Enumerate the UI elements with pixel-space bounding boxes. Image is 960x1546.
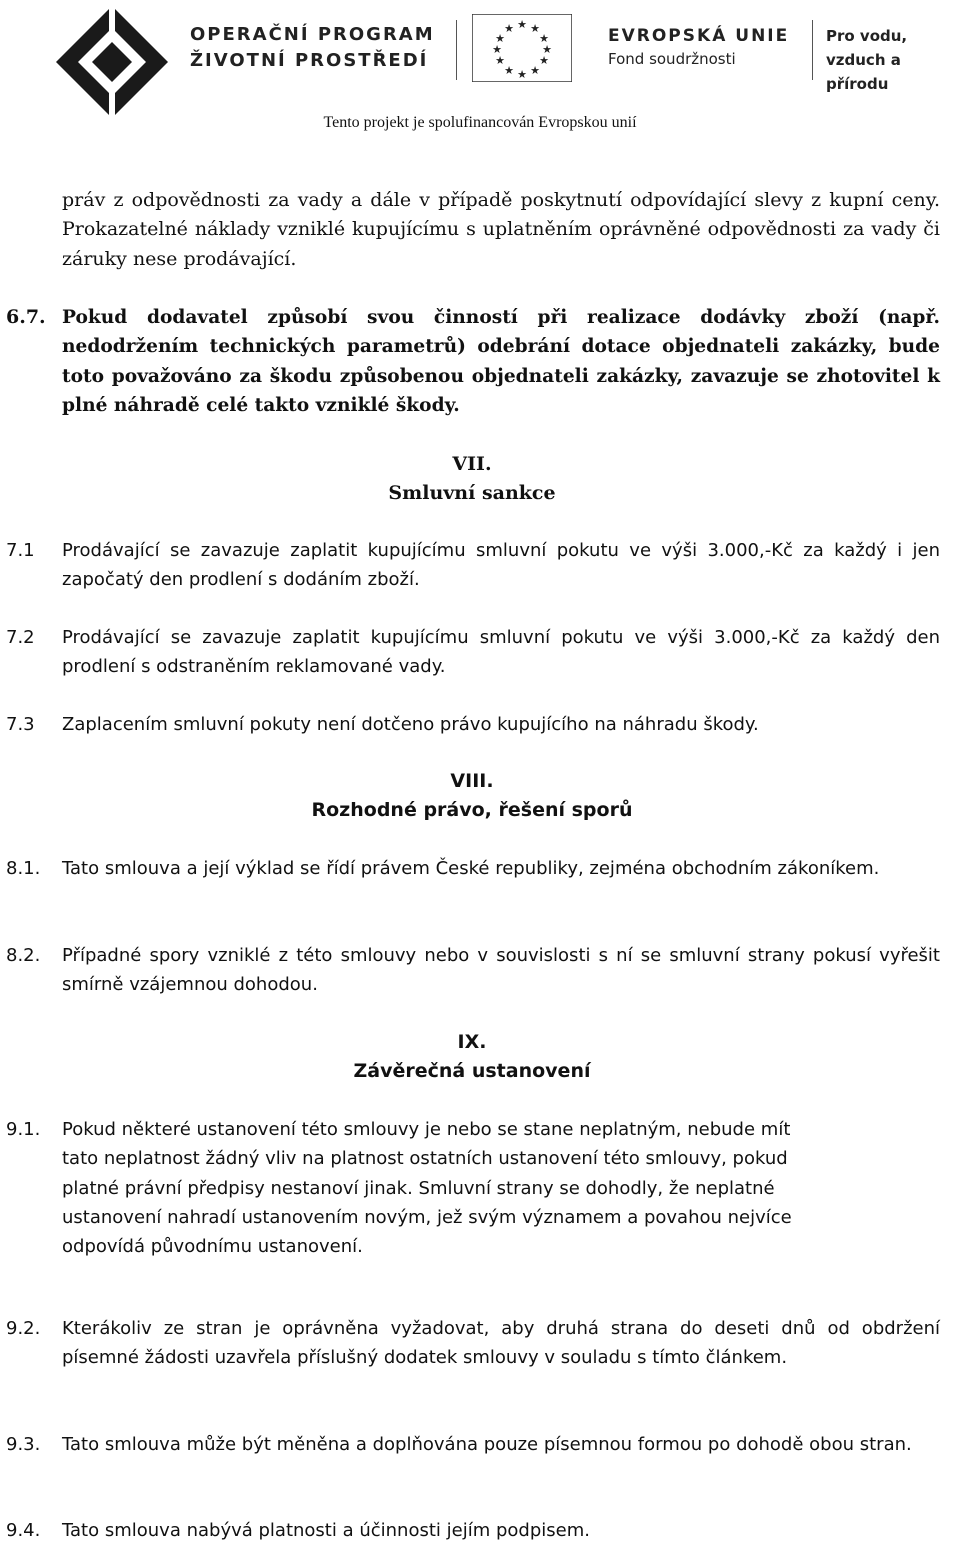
continuation-paragraph: práv z odpovědnosti za vady a dále v případě poskytnutí odpovídající slevy z kupní ceny. Prokazatelné náklady vzniklé kupujícímu s uplatněním oprávněné odpovědnosti za vady či záruky nese prodávající. xyxy=(62,189,940,270)
clause-number: 9.1. xyxy=(6,1119,41,1140)
clause-9-4: Tato smlouva nabývá platnosti a účinnosti jejím podpisem. xyxy=(62,1520,590,1541)
svg-text:★: ★ xyxy=(495,54,505,67)
clause-6-7: Pokud dodavatel způsobí svou činností při realizace dodávky zboží (např. nedodržením technických parametrů) odebrání dotace objednateli zakázky, bude toto považováno za škodu způsobenou objednateli zakázky, zavazuje se zhotovitel k plné náhradě celé takto vzniklé škody. xyxy=(62,307,940,416)
clause-7-1: Prodávající se zavazuje zaplatit kupujícímu smluvní pokutu ve výši 3.000,-Kč za každý i jen započatý den prodlení s dodáním zboží. xyxy=(62,540,940,591)
svg-text:★: ★ xyxy=(517,68,527,81)
clause-8-2: Případné spory vzniklé z této smlouvy nebo v souvislosti s ní se smluvní strany pokusí vyřešit smírně vzájemnou dohodou. xyxy=(62,945,940,996)
eu-title: EVROPSKÁ UNIE xyxy=(608,26,790,46)
svg-text:★: ★ xyxy=(495,32,505,45)
svg-text:★: ★ xyxy=(539,54,549,67)
motto xyxy=(826,24,960,96)
motto-line-2: vzduch a přírodu xyxy=(826,51,901,93)
clause-number: 7.1 xyxy=(6,540,35,561)
svg-text:★: ★ xyxy=(539,32,549,45)
section-number: IX. xyxy=(457,1031,487,1053)
clause-number: 7.3 xyxy=(6,714,35,735)
svg-text:★: ★ xyxy=(504,64,514,77)
clause-number: 8.2. xyxy=(6,945,41,966)
page-header xyxy=(0,0,960,140)
section-title: Rozhodné právo, řešení sporů xyxy=(311,799,633,821)
section-number: VIII. xyxy=(450,770,494,792)
eu-flag-icon xyxy=(472,14,572,82)
section-title: Závěrečná ustanovení xyxy=(353,1060,591,1082)
eu-label xyxy=(608,24,789,70)
program-name xyxy=(190,22,435,74)
op-zp-logo-icon xyxy=(52,2,172,118)
svg-text:★: ★ xyxy=(530,22,540,35)
clause-number: 9.3. xyxy=(6,1434,41,1455)
clause-9-2: Kterákoliv ze stran je oprávněna vyžadovat, aby druhá strana do deseti dnů od obdržení písemné žádosti uzavřela příslušný dodatek smlouvy v souladu s tímto článkem. xyxy=(62,1318,940,1369)
clause-7-2: Prodávající se zavazuje zaplatit kupujícímu smluvní pokutu ve výši 3.000,-Kč za každý den prodlení s odstraněním reklamované vady. xyxy=(62,627,940,678)
svg-text:★: ★ xyxy=(504,22,514,35)
header-divider xyxy=(456,20,457,80)
clause-8-1: Tato smlouva a její výklad se řídí právem České republiky, zejména obchodním zákoníkem. xyxy=(62,858,880,879)
eu-fund: Fond soudržnosti xyxy=(608,50,736,68)
clause-number: 9.4. xyxy=(6,1520,41,1541)
clause-7-3: Zaplacením smluvní pokuty není dotčeno právo kupujícího na náhradu škody. xyxy=(62,714,759,735)
section-title: Smluvní sankce xyxy=(388,482,556,504)
motto-line-1: Pro vodu, xyxy=(826,27,908,45)
program-line-2: ŽIVOTNÍ PROSTŘEDÍ xyxy=(190,50,429,71)
program-line-1: OPERAČNÍ PROGRAM xyxy=(190,24,435,45)
section-number: VII. xyxy=(452,453,492,475)
header-divider xyxy=(812,20,813,80)
clause-9-1: Pokud některé ustanovení této smlouvy je nebo se stane neplatným, nebude mít tato neplatnost žádný vliv na platnost ostatních ustanovení této smlouvy, pokud platné právní předpisy nestanoví jinak. Smluvní strany se dohodly, že neplatné ustanovení nahradí ustanovením novým, jež svým významem a povahou nejvíce odpovídá původnímu ustanovení. xyxy=(62,1119,792,1258)
clause-number: 8.1. xyxy=(6,858,41,879)
clause-number: 9.2. xyxy=(6,1318,41,1339)
svg-text:★: ★ xyxy=(542,43,552,56)
clause-9-3: Tato smlouva může být měněna a doplňována pouze písemnou formou po dohodě obou stran. xyxy=(62,1434,912,1455)
svg-text:★: ★ xyxy=(530,64,540,77)
clause-number: 7.2 xyxy=(6,627,35,648)
clause-number: 6.7. xyxy=(6,306,46,328)
svg-text:★: ★ xyxy=(517,18,527,31)
svg-text:★: ★ xyxy=(492,43,502,56)
funding-note: Tento projekt je spolufinancován Evropskou unií xyxy=(323,114,637,131)
